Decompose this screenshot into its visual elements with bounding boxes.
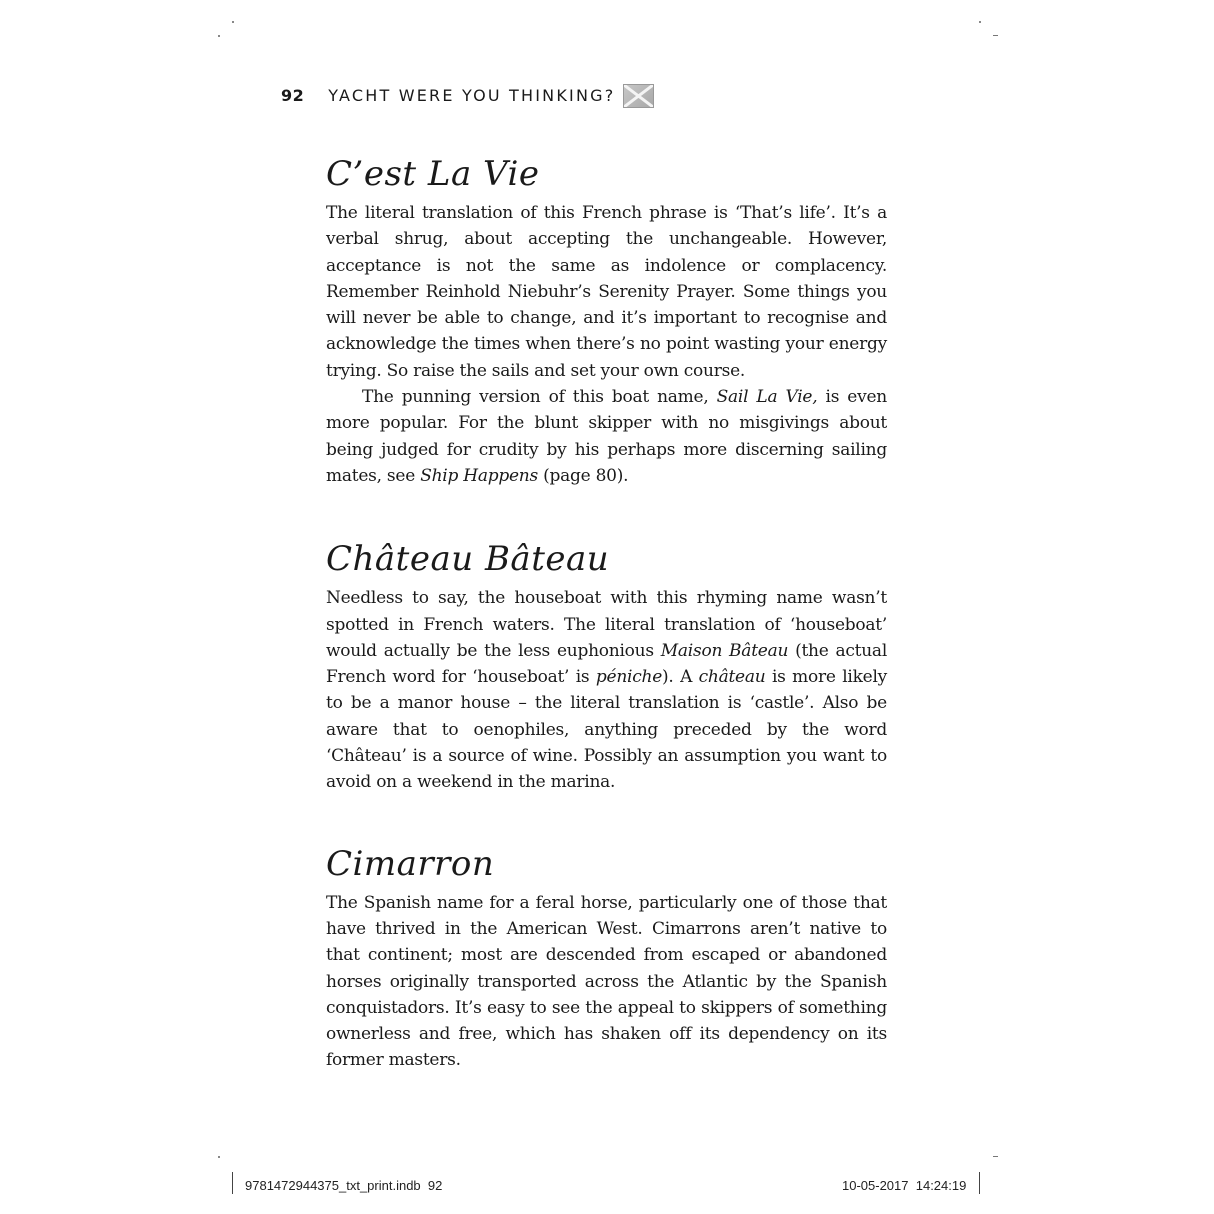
italic-term: Maison Bâteau (660, 640, 789, 661)
signal-flag-icon (623, 84, 654, 108)
text-run: (page 80). (537, 465, 629, 486)
italic-term: château (698, 667, 766, 688)
slug-file-name: 9781472944375_txt_print.indb (245, 1178, 421, 1193)
italic-term: péniche (595, 667, 663, 688)
slug-bar-left (232, 1172, 233, 1194)
crop-mark-bottom-left (218, 1156, 220, 1158)
running-head (281, 83, 615, 107)
entry-chateau-bateau (326, 533, 887, 795)
page-body (326, 148, 887, 1074)
entry-paragraph (326, 200, 887, 384)
italic-cross-reference: Ship Happens (420, 465, 538, 486)
text-run: is even more popular. For the blunt skipper with no misgivings about being judged for crudity by his perhaps more discerning sailing mates, see (326, 387, 887, 486)
entry-paragraph (326, 890, 887, 1074)
slug-bar-right (979, 1172, 980, 1194)
text-run: (the actual French word for ‘houseboat’ is (326, 640, 887, 688)
slug-timestamp (842, 1178, 966, 1193)
entry-title: C’est La Vie (326, 154, 540, 194)
slug-date: 10-05-2017 (842, 1178, 909, 1193)
book-title: YACHT WERE YOU THINKING? (328, 85, 616, 105)
page-number: 92 (281, 85, 305, 105)
entry-paragraph (326, 585, 887, 795)
entry-cest-la-vie (326, 148, 887, 489)
entry-cimarron (326, 838, 887, 1074)
slug-file-info (245, 1178, 442, 1193)
entry-title: Château Bâteau (326, 539, 610, 580)
slug-file-page: 92 (427, 1178, 443, 1193)
text-run: Needless to say, the houseboat with this rhyming name wasn’t spotted in French waters. The literal translation of ‘houseboat’ would actually be the less euphonious (326, 588, 887, 661)
text-run: is more likely to be a manor house – the literal translation is ‘castle’. Also be aware that to oenophiles, anything preceded by the word ‘Château’ is a source of wine. Possibly an assumption you want to avoid on a weekend in the marina. (326, 667, 887, 793)
entry-title: Cimarron (326, 843, 495, 884)
crop-mark-bottom-right (993, 1156, 998, 1157)
text-run: The Spanish name for a feral horse, particularly one of those that have thrived in the American West. Cimarrons aren’t native to that continent; most are descended from escaped or abandoned horses originally transported across the Atlantic by the Spanish conquistadors. It’s easy to see the appeal to skippers of something ownerless and free, which has shaken off its dependency on its former masters. (326, 892, 887, 1071)
crop-mark-top-right-outer (993, 35, 998, 36)
crop-mark-top-left-outer (218, 35, 220, 37)
text-run: The punning version of this boat name, (362, 387, 717, 408)
entry-paragraph (326, 384, 887, 489)
crop-mark-top-right-inner (979, 21, 981, 23)
crop-mark-top-left-inner (232, 21, 234, 23)
text-run: ). A (662, 667, 699, 688)
text-run: The literal translation of this French phrase is ‘That’s life’. It’s a verbal shrug, about accepting the unchangeable. However, acceptance is not the same as indolence or complacency. Remember Reinhold Niebuhr’s Serenity Prayer. Some things you will never be able to change, and it’s important to recognise and acknowledge the times when there’s no point wasting your energy trying. So raise the sails and set your own course. (326, 203, 887, 381)
slug-time: 14:24:19 (915, 1178, 967, 1193)
italic-boat-name: Sail La Vie, (716, 387, 818, 408)
